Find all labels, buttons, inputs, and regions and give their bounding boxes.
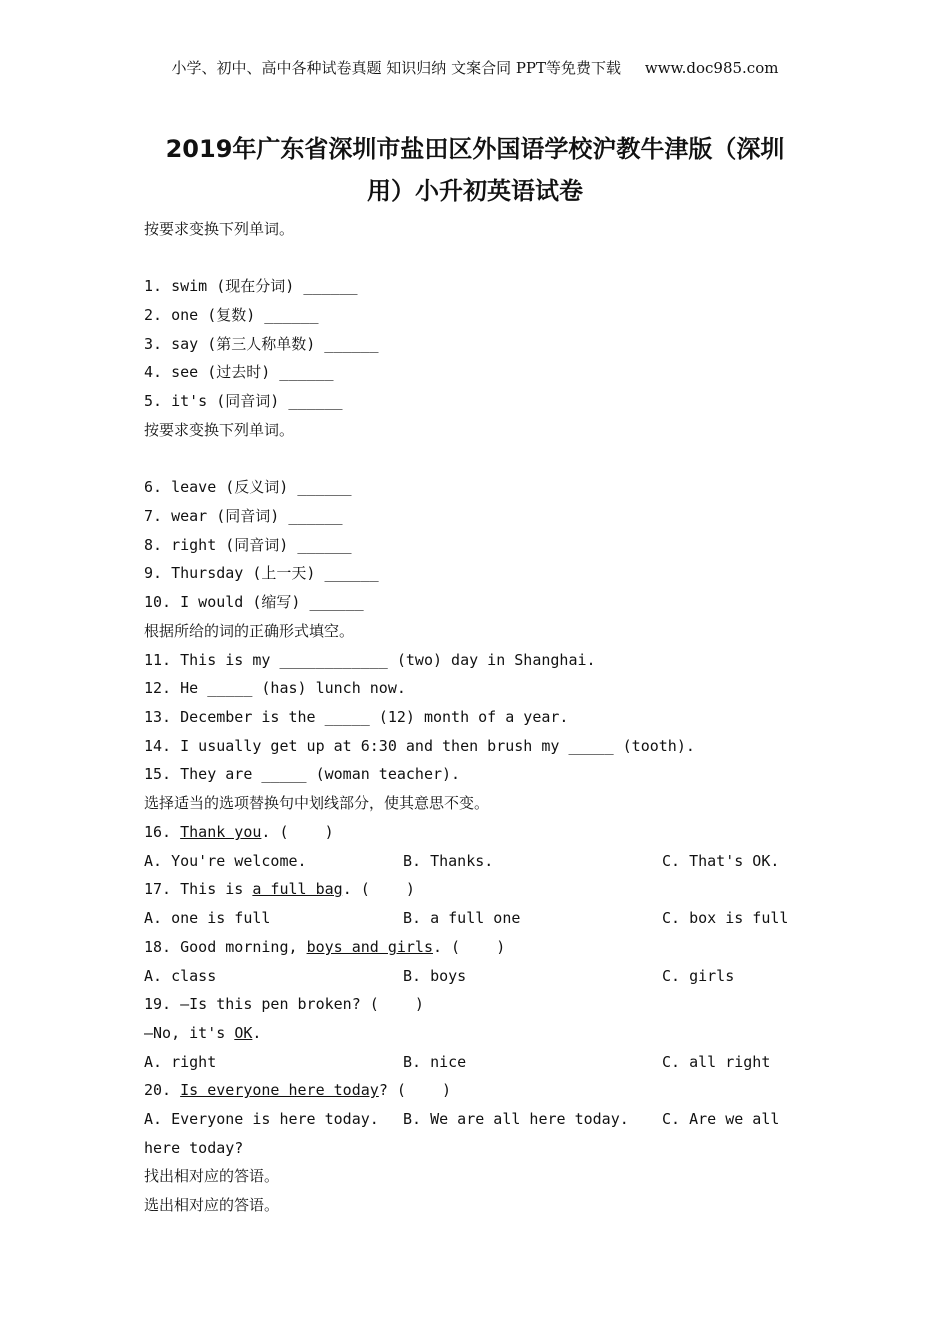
underlined-phrase: Thank you [180, 823, 262, 841]
q17-option-c: C. box is full [662, 909, 789, 927]
question-1: 1. swim (现在分词) ______ [144, 277, 358, 295]
underlined-phrase: a full bag [252, 880, 343, 898]
question-19: 19. —Is this pen broken? ( ) [144, 995, 424, 1013]
section-instruction-2: 按要求变换下列单词。 [144, 421, 295, 439]
question-10: 10. I would (缩写) ______ [144, 593, 364, 611]
q16-option-a: A. You're welcome. [144, 852, 307, 870]
section-instruction-1: 按要求变换下列单词。 [144, 220, 295, 238]
q18-option-b: B. boys [403, 967, 467, 985]
q20-option-b: B. We are all here today. [403, 1110, 629, 1128]
question-13: 13. December is the _____ (12) month of a year. [144, 708, 569, 726]
question-19-reply: —No, it's OK. [144, 1024, 262, 1042]
q20-option-a: A. Everyone is here today. [144, 1110, 379, 1128]
page-header: 小学、初中、高中各种试卷真题 知识归纳 文案合同 PPT等免费下载 www.doc985.com [171, 59, 779, 77]
underlined-phrase: Is everyone here today [180, 1081, 379, 1099]
question-7: 7. wear (同音词) ______ [144, 507, 343, 525]
question-14: 14. I usually get up at 6:30 and then brush my _____ (tooth). [144, 737, 695, 755]
question-11: 11. This is my ____________ (two) day in Shanghai. [144, 651, 596, 669]
q20-option-c: C. Are we all [662, 1110, 780, 1128]
q20-option-c-continued: here today? [144, 1139, 244, 1157]
section-instruction-6: 选出相对应的答语。 [144, 1196, 280, 1214]
section-instruction-3: 根据所给的词的正确形式填空。 [144, 622, 355, 640]
title-line-2: 用）小升初英语试卷 [367, 177, 583, 205]
q18-option-a: A. class [144, 967, 217, 985]
q19-option-c: C. all right [662, 1053, 771, 1071]
q16-option-b: B. Thanks. [403, 852, 494, 870]
q17-option-a: A. one is full [144, 909, 271, 927]
question-20: 20. Is everyone here today? ( ) [144, 1081, 452, 1099]
page-title [100, 128, 850, 212]
question-2: 2. one (复数) ______ [144, 306, 319, 324]
question-18: 18. Good morning, boys and girls. ( ) [144, 938, 506, 956]
question-15: 15. They are _____ (woman teacher). [144, 765, 461, 783]
question-12: 12. He _____ (has) lunch now. [144, 679, 406, 697]
question-4: 4. see (过去时) ______ [144, 363, 334, 381]
q17-option-b: B. a full one [403, 909, 521, 927]
q18-option-c: C. girls [662, 967, 735, 985]
question-9: 9. Thursday (上一天) ______ [144, 564, 379, 582]
underlined-phrase: boys and girls [306, 938, 433, 956]
section-instruction-5: 找出相对应的答语。 [144, 1167, 280, 1185]
question-5: 5. it's (同音词) ______ [144, 392, 343, 410]
title-line-1: 2019年广东省深圳市盐田区外国语学校沪教牛津版（深圳 [165, 135, 785, 163]
question-8: 8. right (同音词) ______ [144, 536, 352, 554]
underlined-phrase: OK [234, 1024, 253, 1042]
question-17: 17. This is a full bag. ( ) [144, 880, 415, 898]
question-6: 6. leave (反义词) ______ [144, 478, 352, 496]
q16-option-c: C. That's OK. [662, 852, 780, 870]
q19-option-b: B. nice [403, 1053, 467, 1071]
question-16: 16. Thank you. ( ) [144, 823, 334, 841]
question-3: 3. say (第三人称单数) ______ [144, 335, 379, 353]
q19-option-a: A. right [144, 1053, 217, 1071]
section-instruction-4: 选择适当的选项替换句中划线部分，使其意思不变。 [144, 794, 490, 812]
